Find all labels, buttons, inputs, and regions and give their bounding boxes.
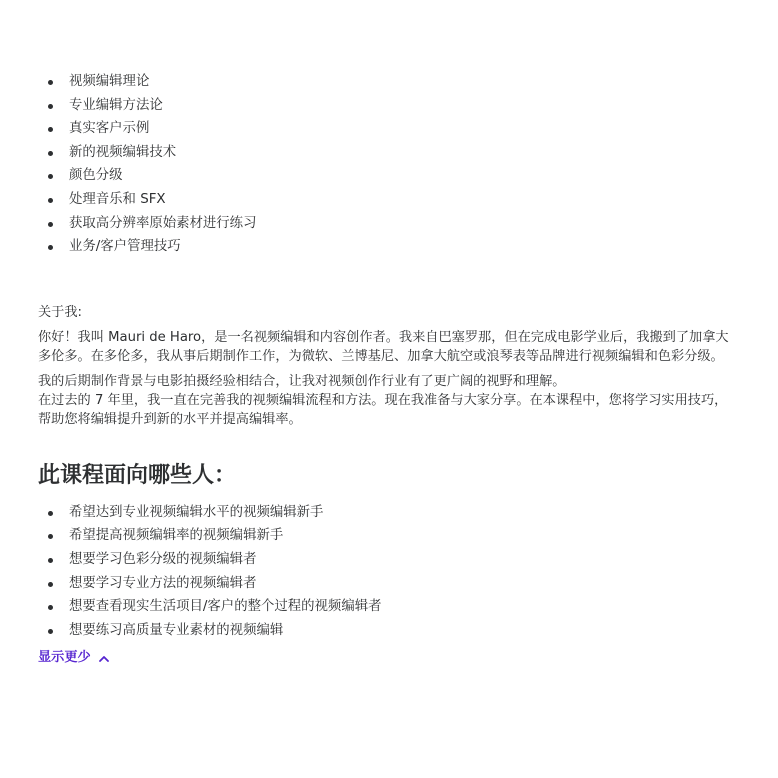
list-item: 专业编辑方法论 bbox=[38, 94, 740, 118]
bullet-dot bbox=[48, 511, 53, 516]
about-line: 在过去的 7 年里，我一直在完善我的视频编辑流程和方法。现在我准备与大家分享。在本课程中，您将学习实用技巧，帮助您将编辑提升到新的水平并提高编辑率。 bbox=[38, 392, 728, 427]
bullet-dot bbox=[48, 582, 53, 587]
about-paragraph-2 bbox=[38, 372, 740, 429]
bullet-dot bbox=[48, 629, 53, 634]
bullet-dot bbox=[48, 558, 53, 563]
list-item: 获取高分辨率原始素材进行练习 bbox=[38, 212, 740, 236]
list-item: 希望达到专业视频编辑水平的视频编辑新手 bbox=[38, 501, 740, 525]
bullet-dot bbox=[48, 104, 53, 109]
bullet-dot bbox=[48, 245, 53, 250]
list-item: 处理音乐和 SFX bbox=[38, 188, 740, 212]
list-item: 想要练习高质量专业素材的视频编辑 bbox=[38, 619, 740, 643]
bullet-dot bbox=[48, 605, 53, 610]
about-line: 我的后期制作背景与电影拍摄经验相结合，让我对视频创作行业有了更广阔的视野和理解。 bbox=[38, 373, 566, 389]
chevron-up-icon bbox=[99, 655, 109, 662]
list-item: 业务/客户管理技巧 bbox=[38, 235, 740, 259]
show-less-button[interactable] bbox=[38, 648, 109, 668]
bullet-dot bbox=[48, 151, 53, 156]
audience-list bbox=[38, 501, 740, 643]
list-item: 想要学习色彩分级的视频编辑者 bbox=[38, 548, 740, 572]
show-less-label: 显示更少 bbox=[38, 650, 91, 666]
list-item: 真实客户示例 bbox=[38, 117, 740, 141]
bullet-dot bbox=[48, 222, 53, 227]
about-heading: 关于我: bbox=[38, 304, 83, 320]
bullet-dot bbox=[48, 174, 53, 179]
list-item: 希望提高视频编辑率的视频编辑新手 bbox=[38, 524, 740, 548]
list-item: 视频编辑理论 bbox=[38, 70, 740, 94]
course-description bbox=[38, 70, 740, 668]
bullet-dot bbox=[48, 127, 53, 132]
bullet-dot bbox=[48, 534, 53, 539]
list-item: 颜色分级 bbox=[38, 164, 740, 188]
topics-list bbox=[38, 70, 740, 259]
about-paragraph: 你好！我叫 Mauri de Haro，是一名视频编辑和内容创作者。我来自巴塞罗那，但在完成电影学业后，我搬到了加拿大多伦多。在多伦多，我从事后期制作工作，为微软、兰博基尼、加拿大航空或浪琴表等品牌进行视频编辑和色彩分级。 bbox=[38, 329, 729, 364]
bullet-dot bbox=[48, 80, 53, 85]
list-item: 想要查看现实生活项目/客户的整个过程的视频编辑者 bbox=[38, 595, 740, 619]
list-item: 想要学习专业方法的视频编辑者 bbox=[38, 572, 740, 596]
audience-title: 此课程面向哪些人： bbox=[38, 462, 237, 488]
list-item: 新的视频编辑技术 bbox=[38, 141, 740, 165]
bullet-dot bbox=[48, 198, 53, 203]
